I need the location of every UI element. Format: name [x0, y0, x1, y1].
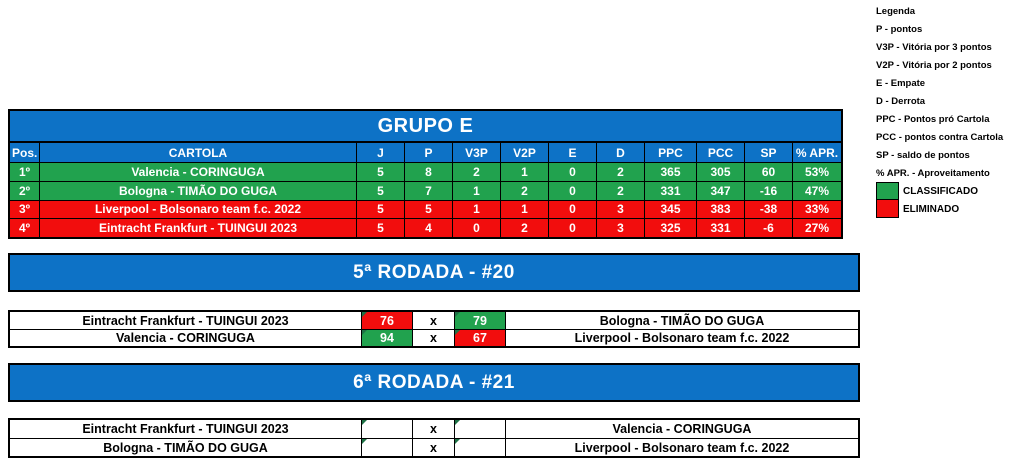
cell-d: 3: [597, 219, 645, 237]
cell-pcc: 347: [697, 182, 745, 200]
home-score-input-cell[interactable]: [362, 420, 413, 438]
eliminado-swatch: [876, 199, 899, 218]
cell-j: 5: [357, 201, 405, 219]
rodada5-title-bar: 5ª RODADA - #20: [8, 253, 860, 292]
cell-apr: 47%: [804, 183, 830, 198]
cell-e: 0: [549, 163, 597, 181]
away-score: 67: [473, 331, 487, 345]
away-score-cell: [455, 312, 506, 329]
cell-p: 5: [405, 201, 453, 219]
classificado-label: CLASSIFICADO: [903, 185, 978, 197]
cell-d: 2: [597, 182, 645, 200]
col-header-j: J: [357, 143, 405, 162]
away-team: Liverpool - Bolsonaro team f.c. 2022: [574, 440, 790, 455]
cell-apr: 27%: [804, 221, 830, 236]
cell-v3p: 1: [453, 182, 501, 200]
cell-sp: 60: [745, 163, 793, 181]
legend-eliminado-row: [876, 200, 1003, 218]
comment-triangle-icon: [455, 312, 460, 317]
legend-item-pcc: PCC - pontos contra Cartola: [876, 131, 1004, 143]
home-team: Bologna - TIMÃO DO GUGA: [10, 439, 362, 456]
cell-ppc: 331: [645, 182, 697, 200]
comment-triangle-icon: [455, 439, 460, 444]
legend-item-apr: % APR. - Aproveitamento: [876, 167, 990, 179]
cell-cartola: Eintracht Frankfurt - TUINGUI 2023: [40, 219, 357, 237]
cell-p: 7: [405, 182, 453, 200]
col-header-p: P: [405, 143, 453, 162]
cell-j: 5: [357, 182, 405, 200]
away-score-input-cell[interactable]: [455, 420, 506, 438]
cell-ppc: 365: [645, 163, 697, 181]
cell-pos: 4º: [10, 219, 40, 237]
cell-v3p: 1: [453, 201, 501, 219]
cell-v2p: 1: [501, 201, 549, 219]
legend-item-p: P - pontos: [876, 23, 923, 35]
cell-pcc: 331: [697, 219, 745, 237]
group-table-body: [8, 143, 843, 239]
home-score: 94: [380, 331, 394, 345]
versus-separator: x: [413, 312, 455, 329]
col-header-ppc: PPC: [645, 143, 697, 162]
versus-separator: x: [413, 330, 455, 346]
cell-sp: -38: [745, 201, 793, 219]
cell-j: 5: [357, 219, 405, 237]
cell-v3p: 2: [453, 163, 501, 181]
cell-v3p: 0: [453, 219, 501, 237]
away-team: Bologna - TIMÃO DO GUGA: [599, 313, 765, 328]
classificado-swatch: [876, 182, 899, 201]
standings-row-4: [10, 218, 841, 237]
away-team: Liverpool - Bolsonaro team f.c. 2022: [574, 331, 790, 345]
comment-triangle-icon: [455, 330, 460, 335]
away-score-input-cell[interactable]: [455, 439, 506, 456]
legend-item-v3p: V3P - Vitória por 3 pontos: [876, 41, 992, 53]
cell-cartola: Bologna - TIMÃO DO GUGA: [40, 182, 357, 200]
legend-classificado-row: [876, 182, 1003, 200]
cell-cartola: Liverpool - Bolsonaro team f.c. 2022: [40, 201, 357, 219]
cell-pos: 2º: [10, 182, 40, 200]
rodada5-match-table: [8, 310, 860, 348]
legend-title: Legenda: [876, 5, 916, 17]
cell-pos: 1º: [10, 163, 40, 181]
cell-pcc: 305: [697, 163, 745, 181]
cell-p: 8: [405, 163, 453, 181]
cell-v2p: 2: [501, 182, 549, 200]
comment-triangle-icon: [362, 439, 367, 444]
comment-triangle-icon: [455, 420, 460, 425]
cell-pos: 3º: [10, 201, 40, 219]
cell-sp: -16: [745, 182, 793, 200]
home-score-input-cell[interactable]: [362, 439, 413, 456]
col-header-e: E: [549, 143, 597, 162]
match-row: [10, 329, 858, 346]
cell-j: 5: [357, 163, 405, 181]
legend-item-v2p: V2P - Vitória por 2 pontos: [876, 59, 992, 71]
cell-pcc: 383: [697, 201, 745, 219]
home-team: Eintracht Frankfurt - TUINGUI 2023: [10, 420, 362, 438]
cell-v2p: 1: [501, 163, 549, 181]
comment-triangle-icon: [362, 330, 367, 335]
cell-p: 4: [405, 219, 453, 237]
col-header-cartola: CARTOLA: [40, 143, 357, 162]
group-title-bar: GRUPO E: [8, 109, 843, 143]
eliminado-label: ELIMINADO: [903, 203, 960, 215]
versus-separator: x: [413, 439, 455, 456]
group-table-header-row: [10, 143, 841, 162]
home-score-cell: [362, 312, 413, 329]
match-row: [10, 420, 858, 438]
group-standings-table: [8, 109, 843, 239]
cell-e: 0: [549, 182, 597, 200]
match-row: [10, 312, 858, 329]
away-team: Valencia - CORINGUGA: [612, 422, 752, 436]
away-score: 79: [473, 313, 487, 328]
col-header-v3p: V3P: [453, 143, 501, 162]
standings-row-2: [10, 181, 841, 200]
col-header-v2p: V2P: [501, 143, 549, 162]
cell-sp: -6: [745, 219, 793, 237]
legend: [876, 2, 1003, 218]
comment-triangle-icon: [362, 420, 367, 425]
col-header-pos: Pos.: [10, 143, 40, 162]
cell-e: 0: [549, 201, 597, 219]
rodada6-title-bar: 6ª RODADA - #21: [8, 363, 860, 402]
col-header-d: D: [597, 143, 645, 162]
cell-ppc: 345: [645, 201, 697, 219]
versus-separator: x: [413, 420, 455, 438]
rodada6-match-table: [8, 418, 860, 458]
legend-item-sp: SP - saldo de pontos: [876, 149, 970, 161]
home-score: 76: [380, 313, 394, 328]
legend-item-ppc: PPC - Pontos pró Cartola: [876, 113, 990, 125]
cell-d: 3: [597, 201, 645, 219]
away-score-cell: [455, 330, 506, 346]
comment-triangle-icon: [362, 312, 367, 317]
home-score-cell: [362, 330, 413, 346]
cell-cartola: Valencia - CORINGUGA: [40, 163, 357, 181]
legend-item-e: E - Empate: [876, 77, 926, 89]
col-header-pcc: PCC: [697, 143, 745, 162]
standings-row-1: [10, 162, 841, 181]
cell-v2p: 2: [501, 219, 549, 237]
standings-row-3: [10, 200, 841, 219]
home-team: Valencia - CORINGUGA: [10, 330, 362, 346]
cell-apr: 33%: [804, 202, 830, 217]
cell-e: 0: [549, 219, 597, 237]
col-header-sp: SP: [745, 143, 793, 162]
home-team: Eintracht Frankfurt - TUINGUI 2023: [10, 312, 362, 329]
legend-item-d: D - Derrota: [876, 95, 926, 107]
cell-ppc: 325: [645, 219, 697, 237]
cell-apr: 53%: [804, 164, 830, 179]
cell-d: 2: [597, 163, 645, 181]
col-header-apr: % APR.: [795, 145, 839, 160]
match-row: [10, 438, 858, 456]
